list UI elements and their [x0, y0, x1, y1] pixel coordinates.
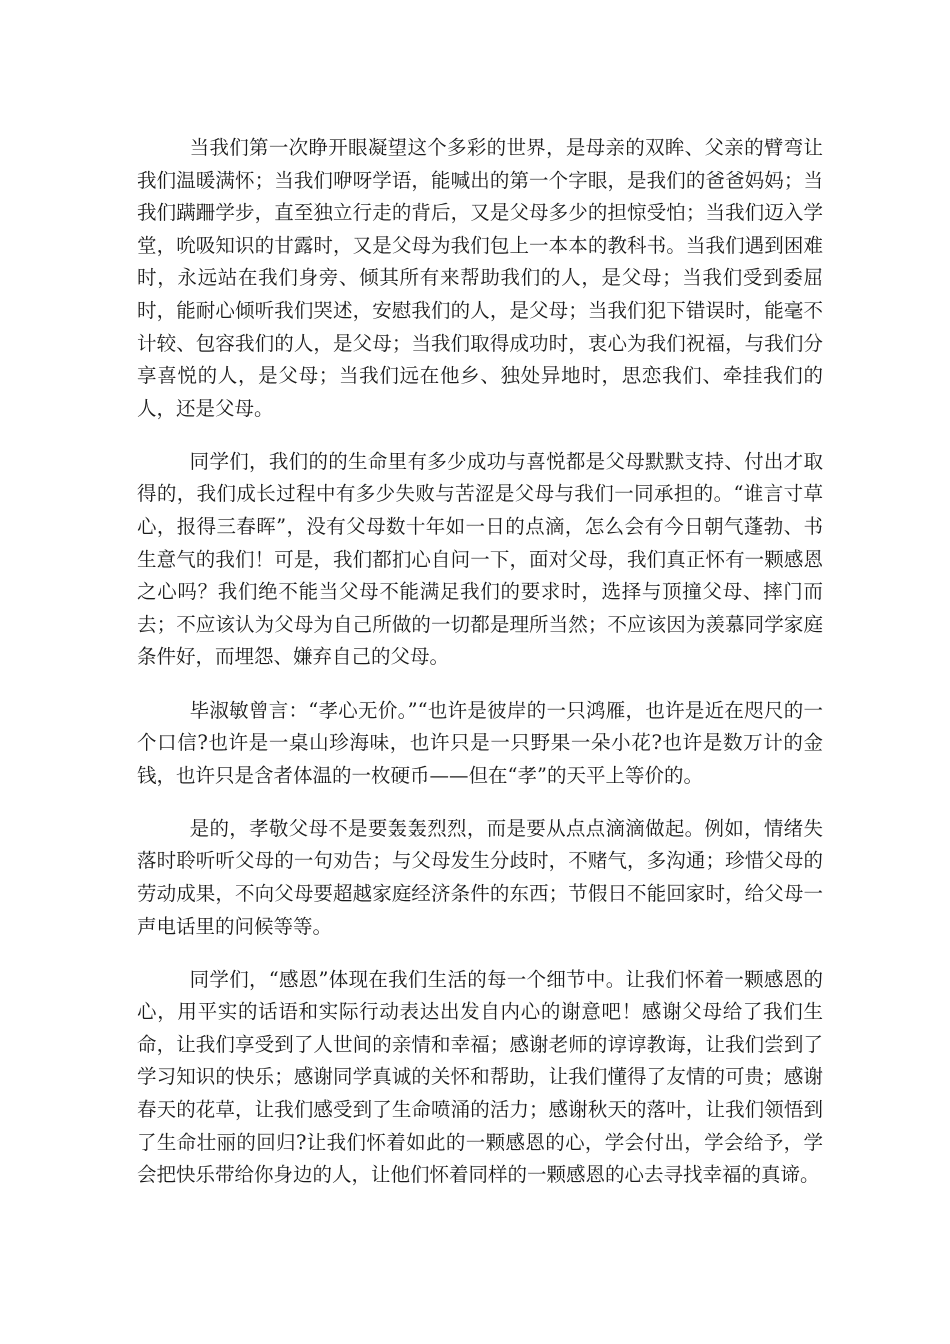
paragraph-4: 是的，孝敬父母不是要轰轰烈烈，而是要从点点滴滴做起。例如，情绪失落时聆听听父母的一句劝告；与父母发生分歧时，不赌气，多沟通；珍惜父母的劳动成果，不向父母要超越家庭经济条件的东西；节假日不能回家时，给父母一声电话里的问候等等。	[137, 816, 823, 938]
document-body	[137, 132, 823, 1212]
paragraph-2: 同学们，我们的的生命里有多少成功与喜悦都是父母默默支持、付出才取得的，我们成长过程中有多少失败与苦涩是父母与我们一同承担的。“谁言寸草心，报得三春晖”，没有父母数十年如一日的点滴，怎么会有今日朝气蓬勃、书生意气的我们！可是，我们都扪心自问一下，面对父母，我们真正怀有一颗感恩之心吗？我们绝不能当父母不能满足我们的要求时，选择与顶撞父母、摔门而去；不应该认为父母为自己所做的一切都是理所当然；不应该因为羡慕同学家庭条件好，而埋怨、嫌弃自己的父母。	[137, 449, 823, 669]
paragraph-1: 当我们第一次睁开眼凝望这个多彩的世界，是母亲的双眸、父亲的臂弯让我们温暖满怀；当我们咿呀学语，能喊出的第一个字眼，是我们的爸爸妈妈；当我们蹒跚学步，直至独立行走的背后，又是父母多少的担惊受怕；当我们迈入学堂，吮吸知识的甘露时，又是父母为我们包上一本本的教科书。当我们遇到困难时，永远站在我们身旁、倾其所有来帮助我们的人，是父母；当我们受到委屈时，能耐心倾听我们哭述，安慰我们的人，是父母；当我们犯下错误时，能毫不计较、包容我们的人，是父母；当我们取得成功时，衷心为我们祝福，与我们分享喜悦的人，是父母；当我们远在他乡、独处异地时，思恋我们、牵挂我们的人，还是父母。	[137, 136, 823, 420]
paragraph-5: 同学们，“感恩”体现在我们生活的每一个细节中。让我们怀着一颗感恩的心，用平实的话语和实际行动表达出发自内心的谢意吧！感谢父母给了我们生命，让我们享受到了人世间的亲情和幸福；感谢老师的谆谆教诲，让我们尝到了学习知识的快乐；感谢同学真诚的关怀和帮助，让我们懂得了友情的可贵；感谢春天的花草，让我们感受到了生命喷涌的活力；感谢秋天的落叶，让我们领悟到了生命壮丽的回归?让我们怀着如此的一颗感恩的心，学会付出，学会给予，学会把快乐带给你身边的人，让他们怀着同样的一颗感恩的心去寻找幸福的真谛。	[137, 967, 823, 1187]
paragraph-3: 毕淑敏曾言：“孝心无价。”“也许是彼岸的一只鸿雁，也许是近在咫尺的一个口信?也许是一桌山珍海味，也许只是一只野果一朵小花?也许是数万计的金钱，也许只是含者体温的一枚硬币——但在“孝”的天平上等价的。	[137, 698, 823, 787]
